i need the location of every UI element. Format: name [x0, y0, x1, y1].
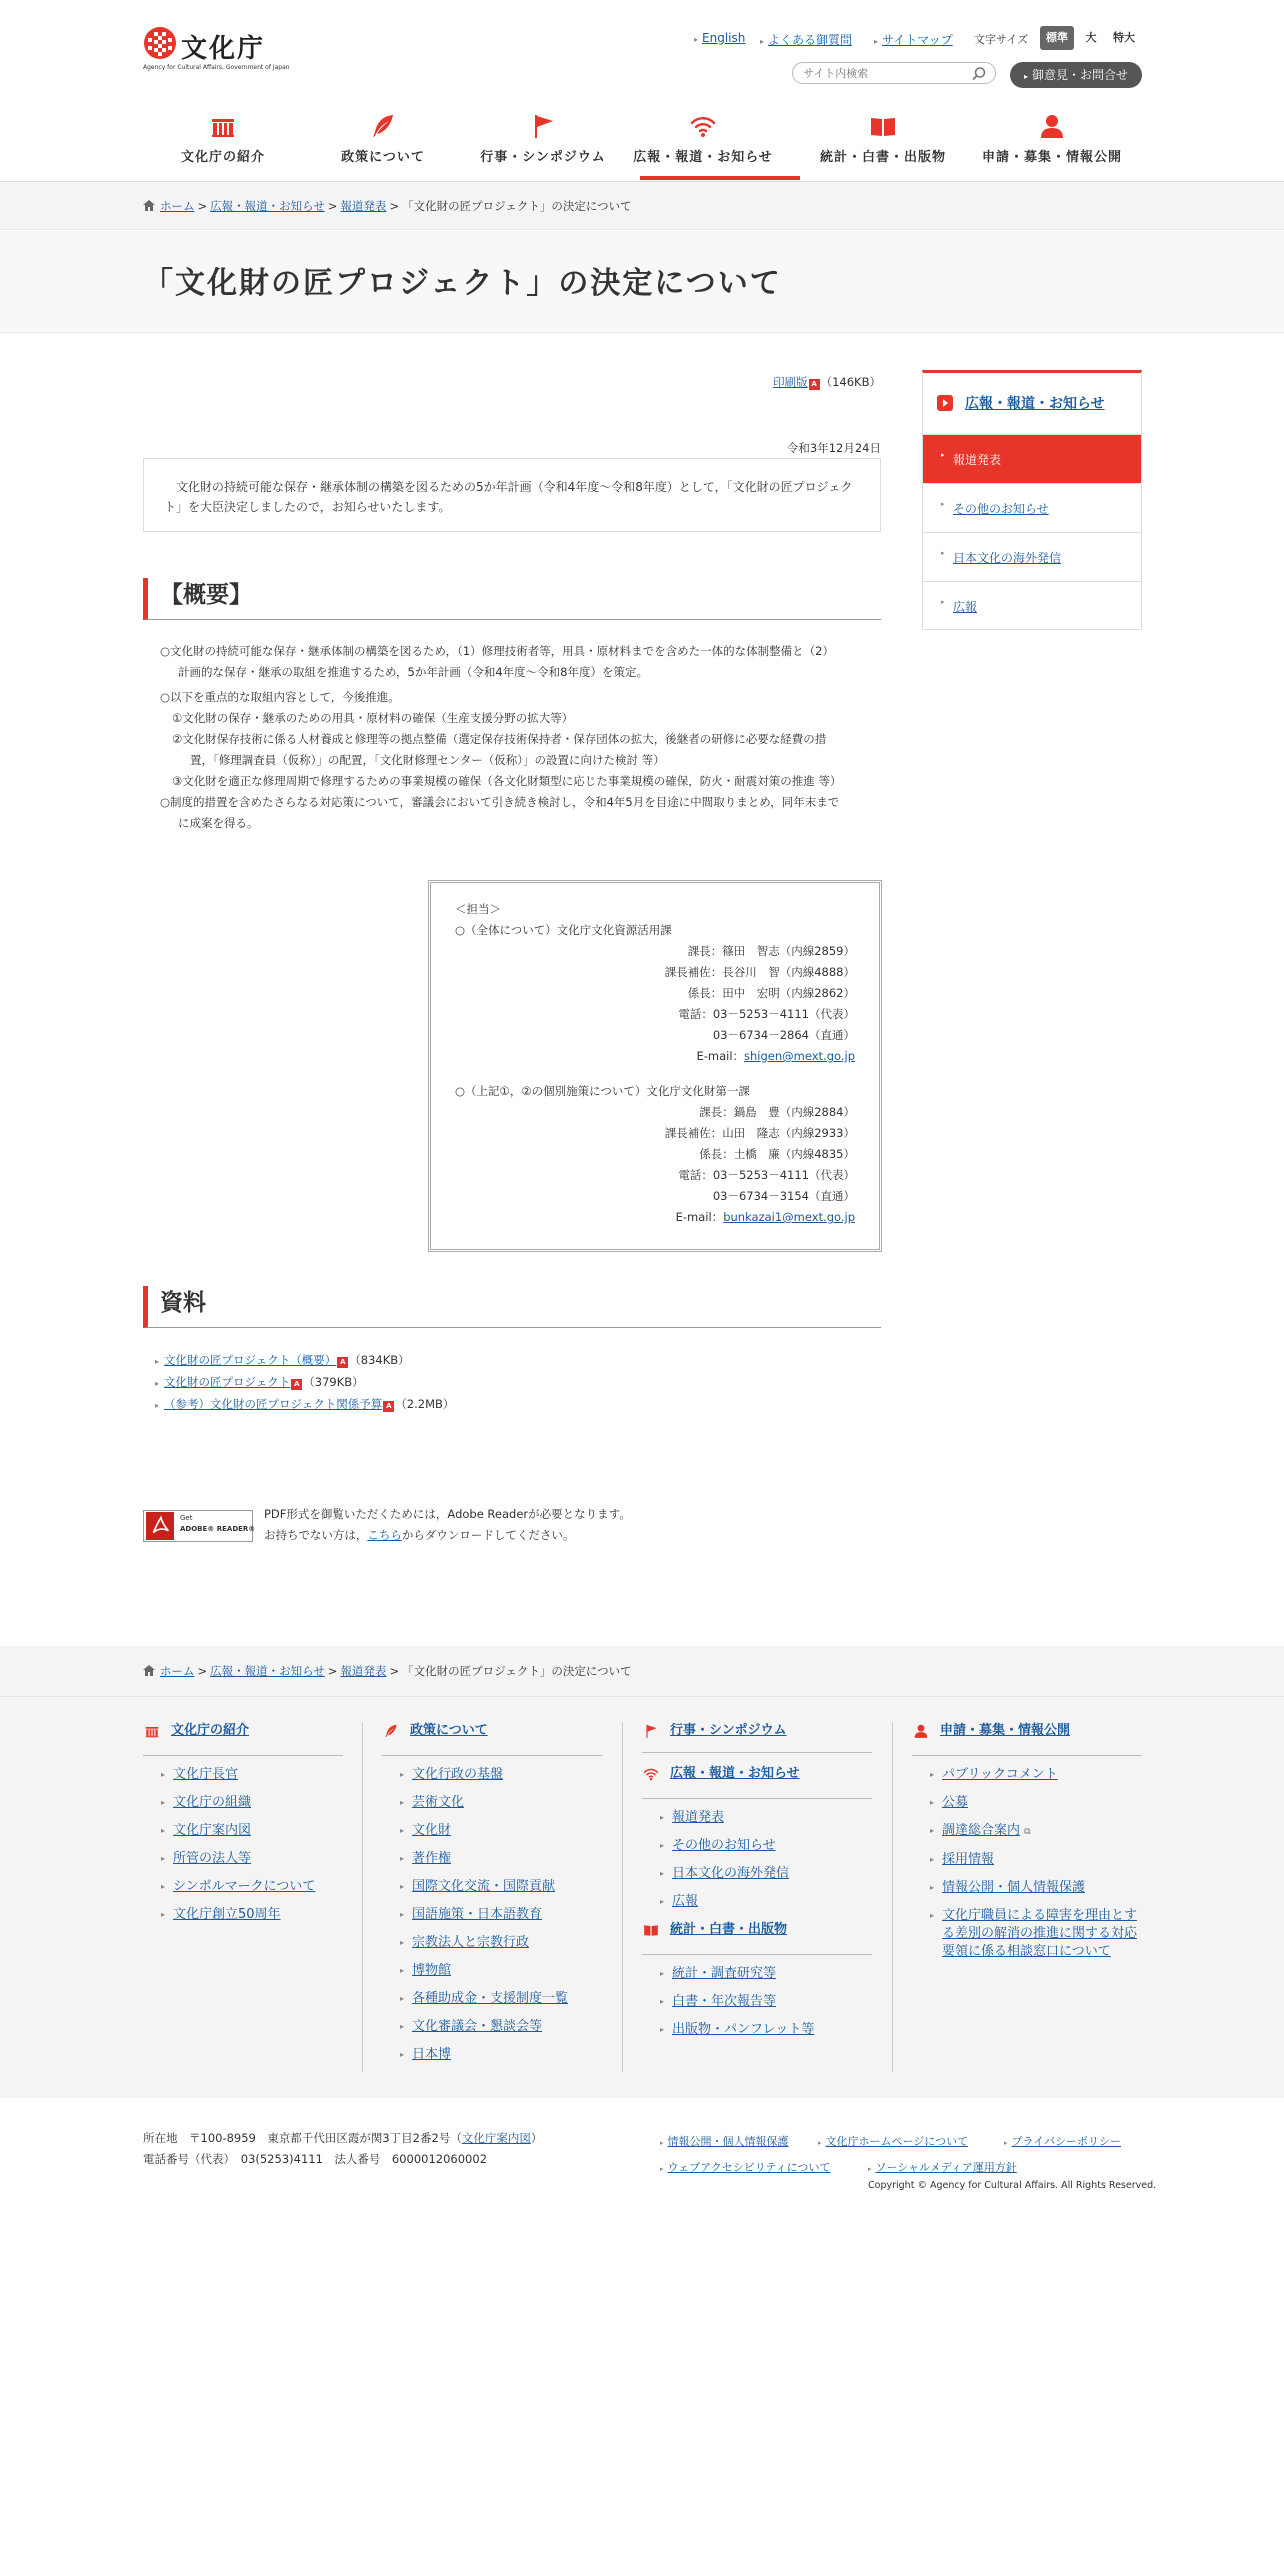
footer-address: 所在地 〒100-8959 東京都千代田区霞が関3丁目2番2号（文化庁案内図） 電話番号（代表） 03(5253)4111 法人番号 6000012060002	[143, 2131, 543, 2166]
breadcrumb-press[interactable]: 広報・報道・お知らせ	[210, 1664, 325, 1678]
footer-heading-events[interactable]: 行事・シンポジウム	[642, 1722, 872, 1752]
overview-sub-item: ②文化財保存技術に係る人材養成と修理等の拠点整備（選定保存技術保持者・保存団体の拡大，後継者の研修に必要な経費の措 置，「修理調査員（仮称）」の配置，「文化財修理センター（仮称）」の設置に向けた検討 等）	[172, 732, 827, 767]
contact-line: 03－6734－2864（直通）	[712, 1028, 855, 1042]
document-link[interactable]: 文化財の匠プロジェクト（概要）	[164, 1353, 337, 1367]
building-icon	[143, 1723, 161, 1739]
footer-heading-press[interactable]: 広報・報道・お知らせ	[642, 1765, 872, 1799]
breadcrumb: ホーム > 広報・報道・お知らせ > 報道発表 > 「文化財の匠プロジェクト」の決定について	[143, 198, 632, 214]
external-window-icon: ⧉	[1024, 1827, 1031, 1837]
util-link-english[interactable]: ▸ English	[694, 31, 746, 45]
gnav-item-policy[interactable]	[303, 112, 463, 182]
footer-link[interactable]: ▸ 文化庁案内図	[161, 1823, 252, 1838]
footer-link[interactable]: ▸ 文化審議会・懇談会等	[400, 2019, 543, 2034]
flag-icon	[642, 1723, 660, 1739]
contact-email-row: E-mail：shigen@mext.go.jp	[696, 1049, 855, 1063]
lead-text: 文化財の持続可能な保存・継承体制の構築を図るための5か年計画（令和4年度～令和8年度）として，「文化財の匠プロジェクト」を大臣決定しましたので，お知らせいたします。	[164, 480, 853, 514]
broadcast-icon	[642, 1766, 660, 1782]
contact-head: ＜担当＞	[455, 902, 501, 916]
footer-heading-apply[interactable]: 申請・募集・情報公開	[912, 1722, 1142, 1756]
footer-link[interactable]: ▸ 公募	[930, 1795, 969, 1810]
documents-list	[155, 1350, 454, 1416]
feather-pen-icon	[382, 1723, 400, 1739]
overview-heading: 【概要】	[143, 578, 881, 620]
lead-box	[143, 458, 881, 532]
footer-map-link[interactable]: 文化庁案内図	[461, 2131, 531, 2145]
footer-heading-stats[interactable]: 統計・白書・出版物	[642, 1921, 872, 1955]
gnav-label: 申請・募集・情報公開	[981, 150, 1122, 165]
footer-link[interactable]: ▸ 出版物・パンフレット等	[660, 2022, 815, 2037]
document-link[interactable]: 文化財の匠プロジェクト	[164, 1375, 291, 1389]
contact-line: 課長：篠田 智志（内線2859）	[687, 944, 855, 958]
flag-icon	[529, 112, 557, 140]
contact-line: 係長：田中 宏明（内線2862）	[687, 986, 855, 1000]
overview-item: ○文化財の持続可能な保存・継承体制の構築を図るため，（1）修理技術者等，用具・原材料までを含めた一体的な体制整備と（2） 計画的な保存・継承の取組を推進するため，5か年計画（令和4年度～令和8年度）を策定。	[160, 644, 834, 679]
footer-col-apply	[912, 1722, 1142, 1971]
breadcrumb-home[interactable]: ホーム	[160, 199, 195, 213]
footer-link[interactable]: ▸ 各種助成金・支援制度一覧	[400, 1991, 569, 2006]
contact-line: 電話：03－5253－4111（代表）	[678, 1168, 855, 1182]
breadcrumb-current: 「文化財の匠プロジェクト」の決定について	[402, 1664, 632, 1678]
footer-link[interactable]: ▸ その他のお知らせ	[660, 1838, 776, 1853]
adobe-note: PDF形式を御覧いただくためには，Adobe Readerが必要となります。 お持ちでない方は，こちらからダウンロードしてください。	[264, 1507, 631, 1542]
person-icon	[1038, 112, 1066, 140]
font-size-label: 文字サイズ	[974, 33, 1029, 46]
documents-heading: 資料	[143, 1286, 881, 1328]
footer-link[interactable]: ▸ 文化庁の組織	[161, 1795, 252, 1810]
footer-bottom-link[interactable]: ▸ ソーシャルメディア運用方針	[868, 2161, 1017, 2174]
copyright: Copyright © Agency for Cultural Affairs. All Rights Reserved.	[868, 2180, 1157, 2191]
footer-link[interactable]: ▸ 調達総合案内 ⧉	[930, 1823, 1031, 1838]
adobe-logo-icon	[146, 1512, 174, 1540]
print-version-link[interactable]: 印刷版	[773, 375, 808, 389]
util-link-faq[interactable]: ▸ よくある御質問	[760, 33, 853, 47]
footer-heading-policy[interactable]: 政策について	[382, 1722, 602, 1756]
overview-sub-item: ①文化財の保存・継承のための用具・原材料の確保（生産支援分野の拡大等）	[172, 711, 574, 725]
gnav-item-events[interactable]	[463, 112, 623, 182]
play-circle-icon	[937, 395, 953, 411]
pdf-icon: A	[291, 1379, 302, 1390]
document-item: ▸ 文化財の匠プロジェクト（概要） A （834KB）	[155, 1353, 410, 1367]
gnav-label: 文化庁の紹介	[180, 150, 265, 165]
logo-mark-icon	[143, 26, 177, 60]
feather-pen-icon	[369, 112, 397, 140]
pdf-icon: A	[809, 379, 820, 390]
gnav-item-about[interactable]	[143, 112, 303, 182]
footer-divider	[362, 1722, 363, 2072]
adobe-reader-banner[interactable]: Get ADOBE® READER®	[143, 1510, 253, 1542]
font-size-large-button[interactable]: 大	[1085, 31, 1097, 44]
gnav-item-stats[interactable]	[803, 112, 963, 182]
font-size-xlarge-button[interactable]: 特大	[1113, 31, 1135, 44]
contact-email-link[interactable]: bunkazai1@mext.go.jp	[723, 1210, 855, 1224]
release-date: 令和3年12月24日	[786, 441, 881, 455]
footer-link[interactable]: ▸ 報道発表	[660, 1810, 725, 1825]
document-item: ▸ （参考）文化財の匠プロジェクト関係予算 A （2.2MB）	[155, 1397, 455, 1411]
adobe-download-link[interactable]: こちら	[367, 1528, 402, 1542]
overview-body	[160, 641, 880, 834]
contact-line: 係長：土橋 廉（内線4835）	[699, 1147, 855, 1161]
util-link-sitemap[interactable]: ▸ サイトマップ	[874, 33, 953, 47]
footer-divider	[622, 1722, 623, 2072]
footer-link[interactable]: ▸ 日本博	[400, 2047, 452, 2062]
gnav-item-apply[interactable]	[972, 112, 1132, 182]
footer-link[interactable]: ▸ 情報公開・個人情報保護	[930, 1880, 1086, 1895]
gnav-label: 統計・白書・出版物	[819, 150, 946, 165]
footer-link[interactable]: ▸ 宗教法人と宗教行政	[400, 1935, 530, 1950]
footer-breadcrumb: ホーム > 広報・報道・お知らせ > 報道発表 > 「文化財の匠プロジェクト」の決定について	[143, 1663, 632, 1679]
contact-line: 電話：03－5253－4111（代表）	[678, 1007, 855, 1021]
page-title: 「文化財の匠プロジェクト」の決定について	[143, 266, 782, 301]
font-size-standard-button[interactable]: 標準	[1040, 26, 1074, 50]
footer-link[interactable]: ▸ 博物館	[400, 1963, 452, 1978]
home-icon	[143, 1665, 155, 1676]
contact-email-link[interactable]: shigen@mext.go.jp	[744, 1049, 855, 1063]
book-icon	[869, 112, 897, 140]
footer-link[interactable]: ▸ 所管の法人等	[161, 1851, 252, 1866]
footer-link[interactable]: ▸ 国際文化交流・国際貢献	[400, 1879, 556, 1894]
footer-link[interactable]: ▸ 文化庁創立50周年	[161, 1907, 281, 1922]
overview-sub-item: ③文化財を適正な修理周期で修理するための事業規模の確保（各文化財類型に応じた事業規模の確保，防火・耐震対策の推進 等）	[172, 774, 842, 788]
search-box	[792, 62, 996, 84]
breadcrumb-current: 「文化財の匠プロジェクト」の決定について	[402, 199, 632, 213]
logo-text: 文化庁	[181, 34, 266, 64]
footer-link[interactable]: ▸ 白書・年次報告等	[660, 1994, 777, 2009]
sidebar-item-press-release[interactable]: ▸ 報道発表	[923, 435, 1141, 484]
home-icon	[143, 200, 155, 211]
sidebar-item-pr[interactable]: ▸ 広報	[941, 598, 978, 614]
breadcrumb-press-release[interactable]: 報道発表	[340, 199, 387, 213]
contact-line: 課長：鍋島 豊（内線2884）	[699, 1105, 855, 1119]
overview-item: ○以下を重点的な取組内容として，今後推進。	[160, 690, 400, 704]
breadcrumb-press-release[interactable]: 報道発表	[340, 1664, 387, 1678]
sidebar-item-other-news[interactable]: ▸ その他のお知らせ	[923, 484, 1141, 533]
sidebar-heading[interactable]: 広報・報道・お知らせ	[923, 373, 1141, 435]
broadcast-icon	[689, 112, 717, 140]
footer-divider	[892, 1722, 893, 2072]
breadcrumb-press[interactable]: 広報・報道・お知らせ	[210, 199, 325, 213]
contact-button[interactable]: ▸ 御意見・お問合せ	[1010, 62, 1142, 88]
gnav-label: 広報・報道・お知らせ	[633, 150, 773, 165]
footer-col-policy	[382, 1722, 602, 2074]
document-item: ▸ 文化財の匠プロジェクト A （379KB）	[155, 1375, 364, 1389]
footer-link[interactable]: ▸ 広報	[660, 1894, 699, 1909]
print-version: 印刷版 A （146KB）	[773, 375, 881, 389]
footer-link[interactable]: ▸ 統計・調査研究等	[660, 1966, 777, 1981]
footer-link[interactable]: ▸ 著作権	[400, 1851, 452, 1866]
footer-bottom-link[interactable]: ▸ 文化庁ホームページについて	[818, 2135, 969, 2148]
footer-col-about	[143, 1722, 343, 1934]
footer-col-events-press	[642, 1722, 872, 2049]
overview-item: ○制度的措置を含めたさらなる対応策について，審議会において引き続き検討し，令和4年5月を目途に中間取りまとめ，同年末まで に成案を得る。	[160, 795, 840, 830]
footer-bottom-link[interactable]: ▸ プライバシーポリシー	[1004, 2135, 1121, 2148]
footer-link[interactable]: ▸ シンボルマークについて	[161, 1879, 316, 1894]
document-link[interactable]: （参考）文化財の匠プロジェクト関係予算	[164, 1397, 383, 1411]
contact-group1-title: ○（全体について）文化庁文化資源活用課	[455, 923, 672, 937]
logo-subtitle: Agency for Cultural Affairs, Government of Japan	[143, 64, 290, 71]
footer-bottom-link[interactable]: ▸ ウェブアクセシビリティについて	[660, 2161, 831, 2174]
contact-line: 課長補佐：山田 隆志（内線2933）	[664, 1126, 855, 1140]
footer-heading-about[interactable]: 文化庁の紹介	[143, 1722, 343, 1756]
sidebar-item-overseas[interactable]: ▸ 日本文化の海外発信	[923, 533, 1141, 582]
book-icon	[642, 1922, 660, 1938]
footer-bottom-link[interactable]: ▸ 情報公開・個人情報保護	[660, 2135, 789, 2148]
search-icon[interactable]	[971, 66, 987, 82]
footer-link[interactable]: ▸ パブリックコメント	[930, 1767, 1058, 1782]
footer-link[interactable]: ▸ 文化庁長官	[161, 1767, 239, 1782]
contact-line: 課長補佐：長谷川 智（内線4888）	[664, 965, 855, 979]
footer-link[interactable]: ▸ 国語施策・日本語教育	[400, 1907, 543, 1922]
sidebar	[922, 370, 1142, 630]
search-input[interactable]	[803, 63, 963, 83]
site-logo[interactable]	[143, 26, 293, 76]
footer-link[interactable]: ▸ 文化庁職員による障害を理由とする差別の解消の推進に関する対応要領に係る相談窓口について	[930, 1908, 1138, 1959]
pdf-icon: A	[337, 1357, 348, 1368]
pdf-icon: A	[383, 1401, 394, 1412]
gnav-label: 政策について	[341, 150, 425, 165]
breadcrumb-home[interactable]: ホーム	[160, 1664, 195, 1678]
footer-link[interactable]: ▸ 日本文化の海外発信	[660, 1866, 790, 1881]
gnav-active-indicator	[640, 176, 800, 180]
contact-group2-title: ○（上記①，②の個別施策について）文化庁文化財第一課	[455, 1084, 750, 1098]
gnav-item-press[interactable]	[623, 112, 783, 182]
person-icon	[912, 1723, 930, 1739]
gnav-label: 行事・シンポジウム	[480, 150, 606, 165]
contact-line: 03－6734－3154（直通）	[712, 1189, 855, 1203]
footer-link[interactable]: ▸ 文化財	[400, 1823, 452, 1838]
contact-box	[428, 880, 882, 1252]
building-icon	[209, 112, 237, 140]
footer-link[interactable]: ▸ 芸術文化	[400, 1795, 465, 1810]
contact-email-row: E-mail：bunkazai1@mext.go.jp	[675, 1210, 855, 1224]
footer-link[interactable]: ▸ 文化行政の基盤	[400, 1767, 504, 1782]
footer-link[interactable]: ▸ 採用情報	[930, 1852, 995, 1867]
